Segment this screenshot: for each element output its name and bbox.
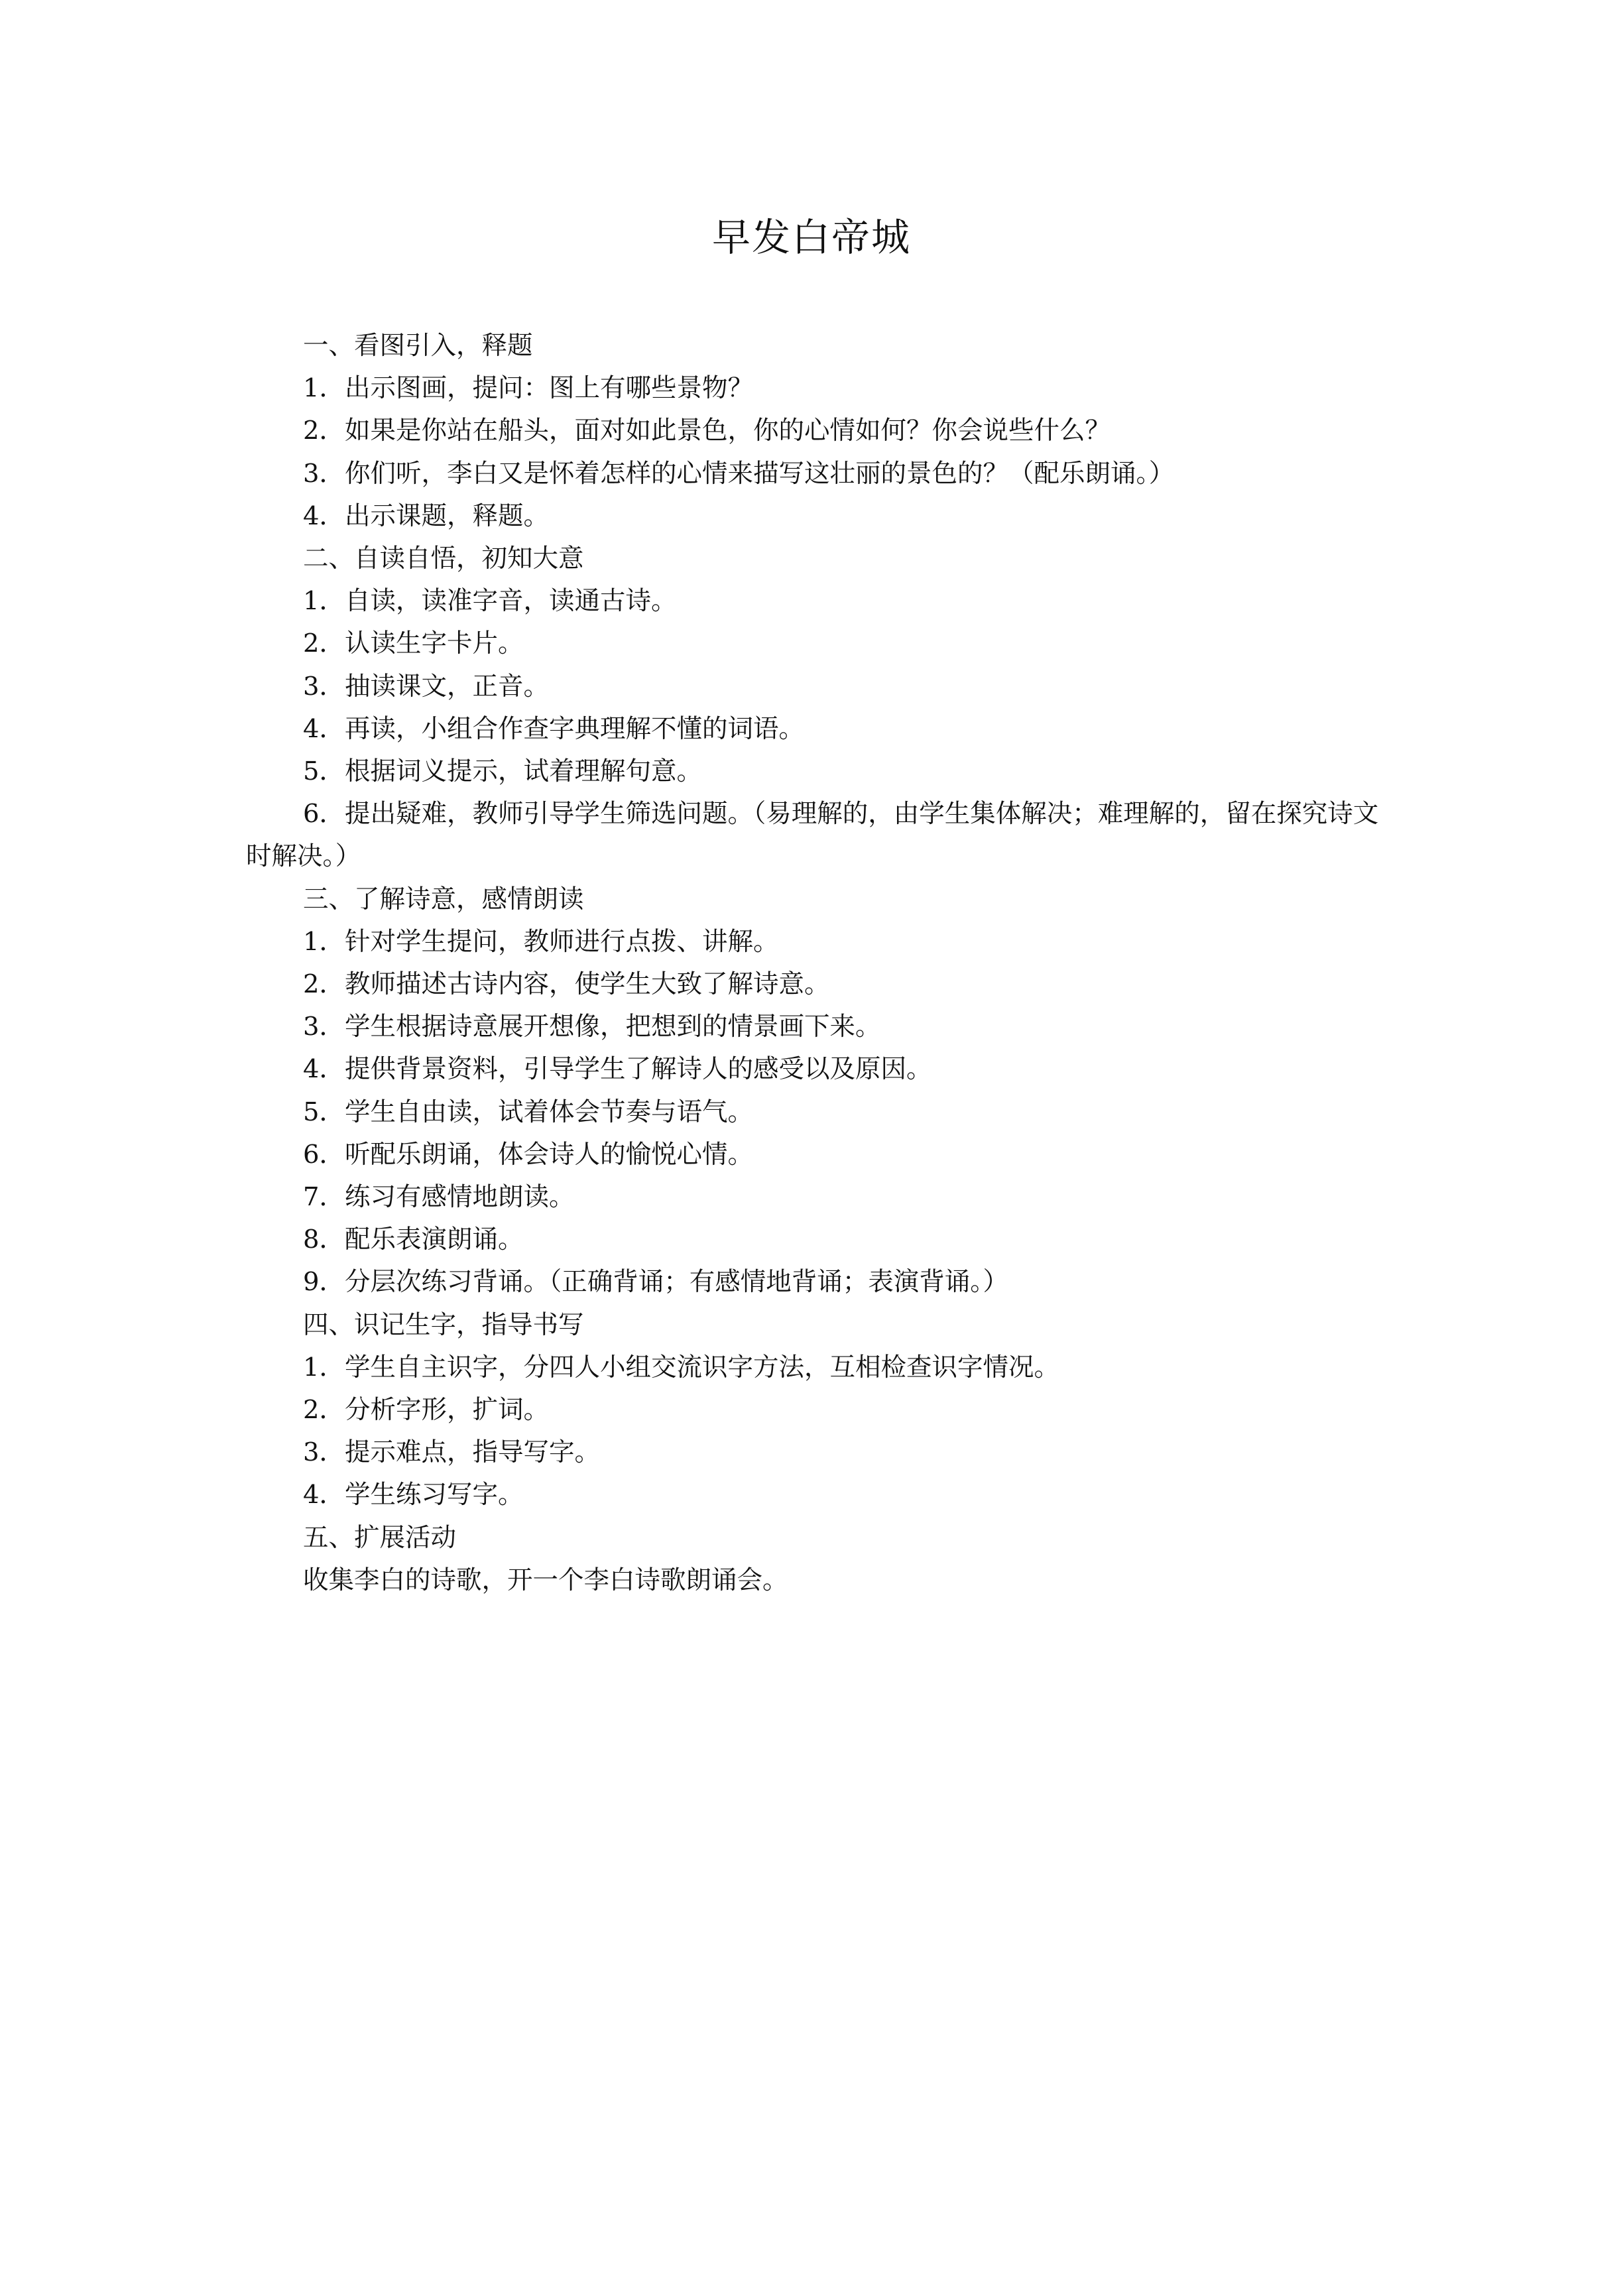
section-heading-2: 二、自读自悟，初知大意	[303, 544, 584, 574]
list-item: 2．认读生字卡片。	[303, 629, 524, 659]
list-item: 4．再读，小组合作查字典理解不懂的词语。	[303, 713, 804, 744]
list-item: 6．提出疑难，教师引导学生筛选问题。（易理解的，由学生集体解决；难理解的，留在探究诗文时解决。）	[246, 799, 1379, 872]
section-heading-4: 四、识记生字，指导书写	[303, 1309, 584, 1340]
document-title: 早发白帝城	[711, 215, 911, 260]
list-item: 5．学生自由读，试着体会节奏与语气。	[303, 1097, 753, 1127]
document-body	[246, 325, 1392, 1602]
list-item: 6．听配乐朗诵，体会诗人的愉悦心情。	[303, 1139, 753, 1170]
list-item: 1．自读，读准字音，读通古诗。	[303, 586, 677, 617]
list-item: 3．你们听，李白又是怀着怎样的心情来描写这壮丽的景色的？（配乐朗诵。）	[303, 458, 1175, 489]
list-item: 3．抽读课文，正音。	[303, 671, 549, 701]
section-heading-5: 五、扩展活动	[303, 1522, 457, 1553]
list-item: 2．分析字形，扩词。	[303, 1395, 549, 1425]
list-item: 1．针对学生提问，教师进行点拨、讲解。	[303, 926, 779, 957]
list-item: 8．配乐表演朗诵。	[303, 1225, 524, 1255]
list-item: 4．提供背景资料，引导学生了解诗人的感受以及原因。	[303, 1054, 932, 1085]
list-item: 9．分层次练习背诵。（正确背诵；有感情地背诵；表演背诵。）	[303, 1267, 1008, 1298]
list-item: 3．提示难点，指导写字。	[303, 1437, 600, 1468]
list-item: 4．出示课题，释题。	[303, 501, 549, 531]
section-heading-3: 三、了解诗意，感情朗读	[303, 884, 584, 914]
section-heading-1: 一、看图引入，释题	[303, 331, 533, 361]
list-item: 3．学生根据诗意展开想像，把想到的情景画下来。	[303, 1012, 881, 1042]
list-item: 1．出示图画，提问：图上有哪些景物？	[303, 373, 753, 404]
list-item: 5．根据词义提示，试着理解句意。	[303, 756, 702, 787]
list-item: 1．学生自主识字，分四人小组交流识字方法，互相检查识字情况。	[303, 1352, 1059, 1382]
list-item: 4．学生练习写字。	[303, 1480, 524, 1510]
list-item: 2．教师描述古诗内容，使学生大致了解诗意。	[303, 969, 830, 1000]
list-item: 7．练习有感情地朗读。	[303, 1182, 575, 1213]
paragraph: 收集李白的诗歌，开一个李白诗歌朗诵会。	[303, 1565, 788, 1595]
list-item: 2．如果是你站在船头，面对如此景色，你的心情如何？你会说些什么？	[303, 416, 1111, 446]
